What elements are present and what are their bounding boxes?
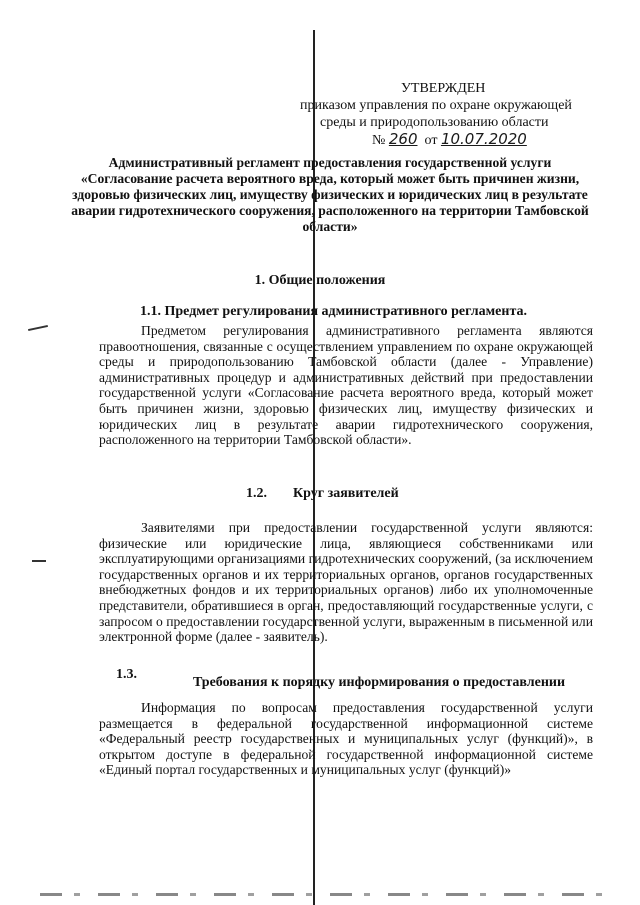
handwritten-date: 10.07.2020 <box>440 130 527 148</box>
approval-line-1: приказом управления по охране окружающей <box>300 98 572 113</box>
approval-stamp-block <box>300 80 600 149</box>
subsection-1-2-title: Круг заявителей <box>293 486 399 501</box>
section-heading: 1. Общие положения <box>254 273 386 288</box>
margin-mark <box>32 560 46 562</box>
subsection-1-2-text: Заявителями при предоставлении государственной услуги являются: физические или юридические лица, являющиеся собственниками или эксплуатирующими организациями гидротехнических сооружений, (за исключением государственных органов и их территориальных органов, органов государственных внебюджетных фондов и их территориальных органов) либо их уполномоченные представители, обратившиеся в орган, предоставляющий государственные услуги, с запросом о предоставлении государственной услуги, выраженным в письменной или электронной форме (далее - заявитель). <box>99 520 593 645</box>
regulation-title: Административный регламент предоставления государственной услуги «Согласование расчета вероятного вреда, который может быть причинен жизни, здоровью физических лиц, имуществу физических и юридических лиц в результате аварии гидротехнического сооружения, расположенного на территории Тамбовской области» <box>71 155 589 234</box>
margin-mark <box>28 325 48 331</box>
subsection-1-3-number: 1.3. <box>116 667 137 682</box>
approval-title: УТВЕРЖДЕН <box>401 81 486 96</box>
approval-line-2: среды и природопользованию области <box>320 115 549 130</box>
subsection-1-1-heading: 1.1. Предмет регулирования административного регламента. <box>140 304 527 319</box>
number-label: № <box>372 133 386 148</box>
date-label: от <box>424 133 438 148</box>
subsection-1-3-text: Информация по вопросам предоставления государственной услуги размещается в федеральной государственной информационной системе «Федеральный реестр государственных и муниципальных услуг (функций)», в открытом доступе в федеральной государственной информационной системе «Единый портал государственных и муниципальных услуг (функций)» <box>99 700 593 778</box>
scan-edge-noise <box>40 893 620 896</box>
approval-number-row <box>300 131 600 149</box>
subsection-1-2-number: 1.2. <box>246 486 267 501</box>
subsection-1-3-title: Требования к порядку информирования о предоставлении <box>193 675 566 690</box>
handwritten-number: 260 <box>388 130 418 148</box>
subsection-1-1-text: Предметом регулирования административного регламента являются правоотношения, связанные с осуществлением управлением по охране окружающей среды и природопользованию Тамбовской области (далее - Управление) административных процедур и административных действий при предоставлении государственной услуги «Согласование расчета вероятного вреда, который может быть причинен жизни, здоровью физических лиц, имуществу физических и юридических лиц в результате аварии гидротехнического сооружения, расположенного на территории Тамбовской области». <box>99 323 593 448</box>
